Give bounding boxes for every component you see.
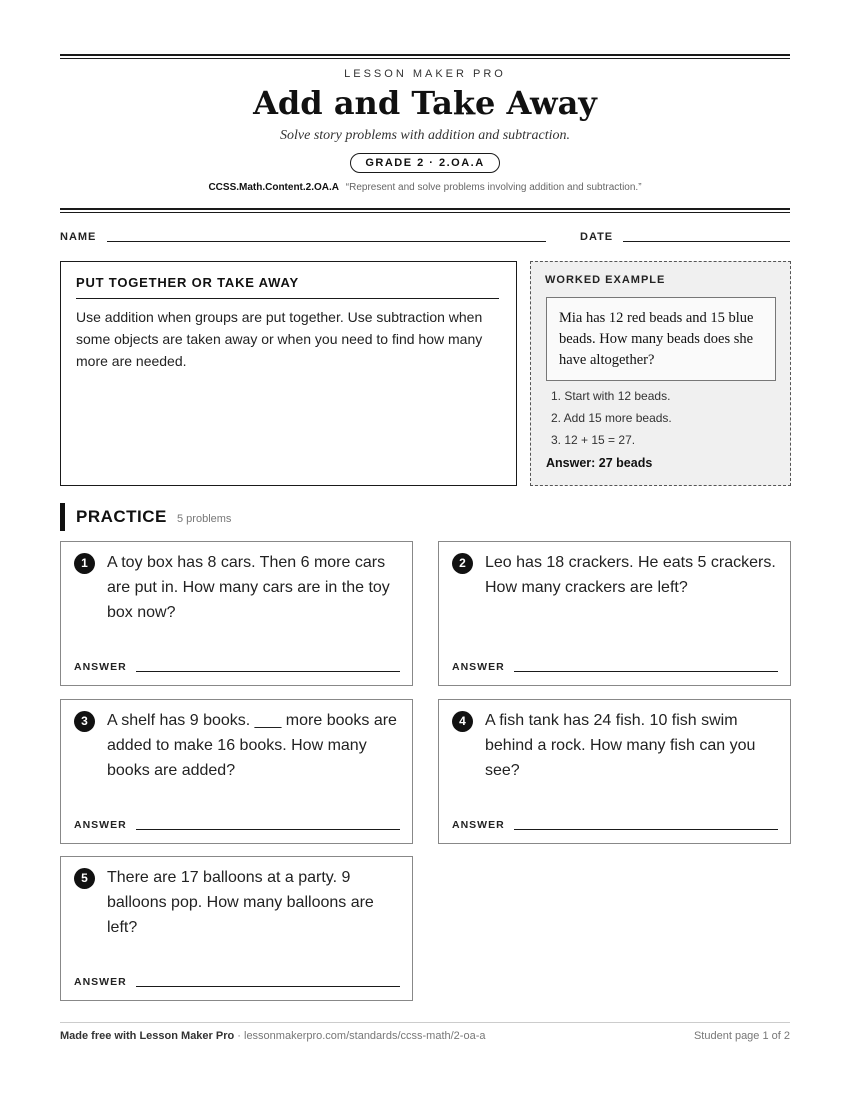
answer-label: ANSWER — [74, 976, 127, 988]
practice-title: PRACTICE — [76, 507, 167, 526]
problem-number-badge: 2 — [452, 553, 473, 574]
worked-example-step: 1. Start with 12 beads. — [551, 389, 671, 403]
worked-example-answer: Answer: 27 beads — [546, 456, 653, 470]
page-subtitle: Solve story problems with addition and subtraction. — [280, 128, 570, 143]
answer-label: ANSWER — [74, 819, 127, 831]
problem-text: A shelf has 9 books. ___ more books are added to make 16 books. How many books are added? — [107, 712, 397, 779]
brand-label: LESSON MAKER PRO — [344, 68, 506, 80]
concept-box — [60, 261, 517, 486]
problem-text: There are 17 balloons at a party. 9 balloons pop. How many balloons are left? — [107, 869, 374, 936]
footer-page-number: Student page 1 of 2 — [693, 1030, 790, 1042]
answer-field-1[interactable] — [136, 671, 400, 672]
grade-badge-wrap — [60, 153, 790, 173]
worked-example-title: WORKED EXAMPLE — [545, 274, 666, 286]
worked-example-box — [530, 261, 791, 486]
practice-count: 5 problems — [177, 513, 232, 525]
header-rule-bottom — [60, 208, 790, 213]
date-field[interactable] — [623, 241, 790, 242]
problem-card-3 — [60, 699, 413, 844]
footer-brand: Made free with Lesson Maker Pro — [60, 1030, 235, 1042]
problem-number-badge: 4 — [452, 711, 473, 732]
problem-text: Leo has 18 crackers. He eats 5 crackers. How many crackers are left? — [485, 554, 776, 596]
problem-card-2 — [438, 541, 791, 686]
footer-divider — [60, 1022, 790, 1023]
problem-text: A toy box has 8 cars. Then 6 more cars are put in. How many cars are in the toy box now? — [107, 554, 390, 621]
problem-card-5 — [60, 856, 413, 1001]
worked-example-step: 3. 12 + 15 = 27. — [551, 433, 636, 447]
name-field[interactable] — [107, 241, 546, 242]
footer-url[interactable]: · lessonmakerpro.com/standards/ccss-math/2-oa-a — [234, 1030, 486, 1042]
problem-text: A fish tank has 24 fish. 10 fish swim behind a rock. How many fish can you see? — [485, 712, 756, 779]
worksheet-page — [60, 0, 790, 1100]
concept-title: PUT TOGETHER OR TAKE AWAY — [76, 275, 299, 290]
worked-example-steps — [551, 385, 672, 451]
standard-text: “Represent and solve problems involving addition and subtraction.” — [345, 182, 642, 193]
answer-label: ANSWER — [452, 819, 505, 831]
page-title: Add and Take Away — [253, 84, 597, 122]
footer-credit — [60, 1030, 485, 1042]
answer-field-3[interactable] — [136, 829, 400, 830]
problem-number-badge: 3 — [74, 711, 95, 732]
worked-example-problem: Mia has 12 red beads and 15 blue beads. How many beads does she have altogether? — [546, 297, 776, 381]
answer-field-2[interactable] — [514, 671, 778, 672]
date-label: DATE — [580, 231, 614, 243]
concept-divider — [76, 298, 499, 299]
grade-badge: GRADE 2 · 2.OA.A — [350, 153, 499, 173]
answer-label: ANSWER — [452, 661, 505, 673]
standard-code: CCSS.Math.Content.2.OA.A — [208, 182, 340, 193]
practice-accent-bar — [60, 503, 65, 531]
problem-number-badge: 1 — [74, 553, 95, 574]
problem-number-badge: 5 — [74, 868, 95, 889]
concept-body: Use addition when groups are put together. Use subtraction when some objects are taken away or when you need to find how many more are needed. — [76, 309, 483, 369]
answer-field-5[interactable] — [136, 986, 400, 987]
problem-card-1 — [60, 541, 413, 686]
worked-example-step: 2. Add 15 more beads. — [551, 411, 672, 425]
problem-card-4 — [438, 699, 791, 844]
standard-line — [60, 182, 790, 193]
header-rule-top — [60, 54, 790, 59]
name-label: NAME — [60, 231, 97, 243]
answer-field-4[interactable] — [514, 829, 778, 830]
answer-label: ANSWER — [74, 661, 127, 673]
